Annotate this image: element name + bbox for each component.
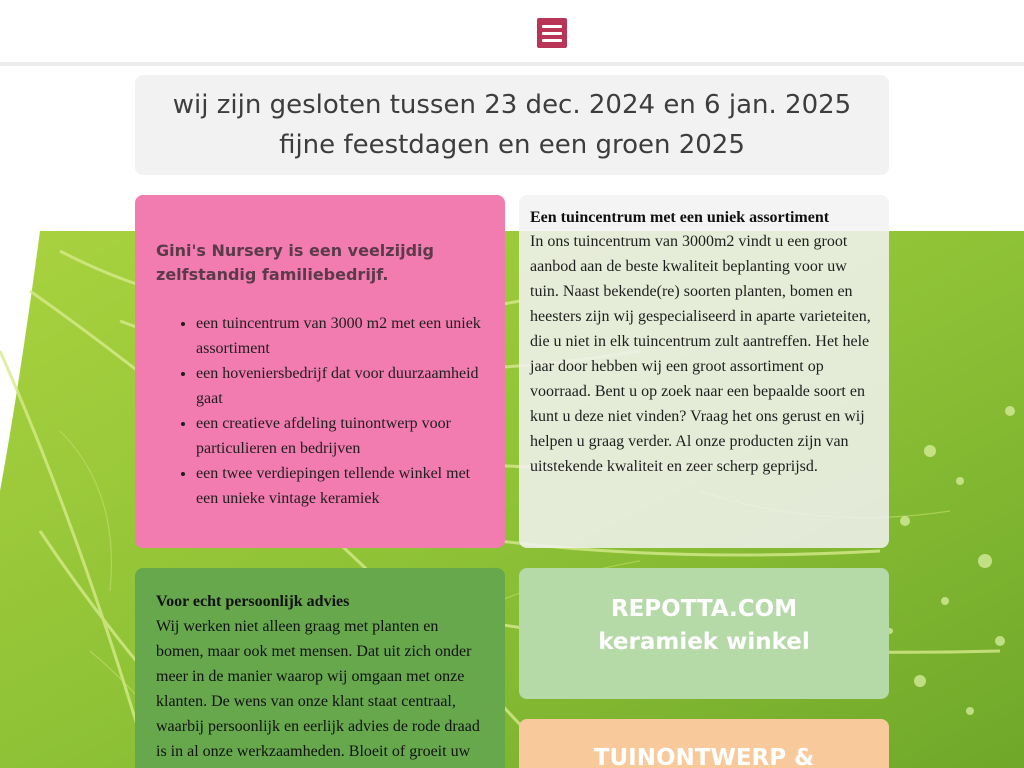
closing-notice-line: wij zijn gesloten tussen 23 dec. 2024 en 6 jan. 2025 — [172, 90, 852, 120]
intro-card — [135, 195, 505, 548]
intro-list-item: • een hoveniersbedrijf dat voor duurzaamheid gaat — [196, 361, 485, 411]
tuinontwerp-link-title: TUINONTWERP & — [593, 745, 815, 768]
intro-list-item: • een tuincentrum van 3000 m2 met een uniek assortiment — [196, 311, 485, 361]
intro-list-item: • een creatieve afdeling tuinontwerp voor particulieren en bedrijven — [196, 411, 485, 461]
header-divider — [0, 62, 1024, 66]
repotta-link-title: REPOTTA.COM — [610, 596, 798, 622]
intro-list — [156, 311, 485, 511]
advies-card — [135, 568, 505, 768]
repotta-link-subtitle: keramiek winkel — [598, 629, 810, 655]
top-navigation-bar — [0, 0, 1024, 62]
hamburger-menu-button[interactable] — [537, 18, 567, 48]
advies-title: Voor echt persoonlijk advies — [156, 593, 350, 610]
menu-icon-bar — [542, 39, 562, 42]
intro-title: Gini's Nursery is een veelzijdig zelfstandig familiebedrijf. — [156, 241, 434, 284]
tuinontwerp-link-card[interactable] — [519, 719, 889, 768]
repotta-link-card[interactable] — [519, 568, 889, 699]
advies-body: Wij werken niet alleen graag met planten en bomen, maar ook met mensen. Dat uit zich onder meer in de manier waarop wij omgaan met onze klanten. De wens van onze klant staat centraal, waarbij persoonlijk en eerlijk advies de rode draad is in al onze werkzaamheden. Bloeit of groeit uw — [156, 618, 480, 760]
intro-list-item: • een twee verdiepingen tellende winkel met een unieke vintage keramiek — [196, 461, 485, 511]
assortiment-title: Een tuincentrum met een uniek assortiment — [530, 209, 830, 226]
assortiment-card — [519, 195, 889, 548]
menu-icon-bar — [542, 32, 562, 35]
assortiment-body: In ons tuincentrum van 3000m2 vindt u een groot aanbod aan de beste kwaliteit beplanting voor uw tuin. Naast bekende(re) soorten planten, bomen en heesters zijn wij gespecialiseerd in aparte varieteiten, die u niet in elk tuincentrum zult aantreffen. Het hele jaar door hebben wij een groot assortiment op voorraad. Bent u op zoek naar een bepaalde soort en kunt u deze niet vinden? Vraag het ons gerust en wij helpen u graag verder. Al onze producten zijn van uitstekende kwaliteit en zeer scherp geprijsd. — [530, 233, 871, 475]
menu-icon-bar — [542, 25, 562, 28]
closing-notice-banner — [135, 75, 889, 175]
holiday-greeting-line: fijne feestdagen en een groen 2025 — [279, 130, 745, 160]
